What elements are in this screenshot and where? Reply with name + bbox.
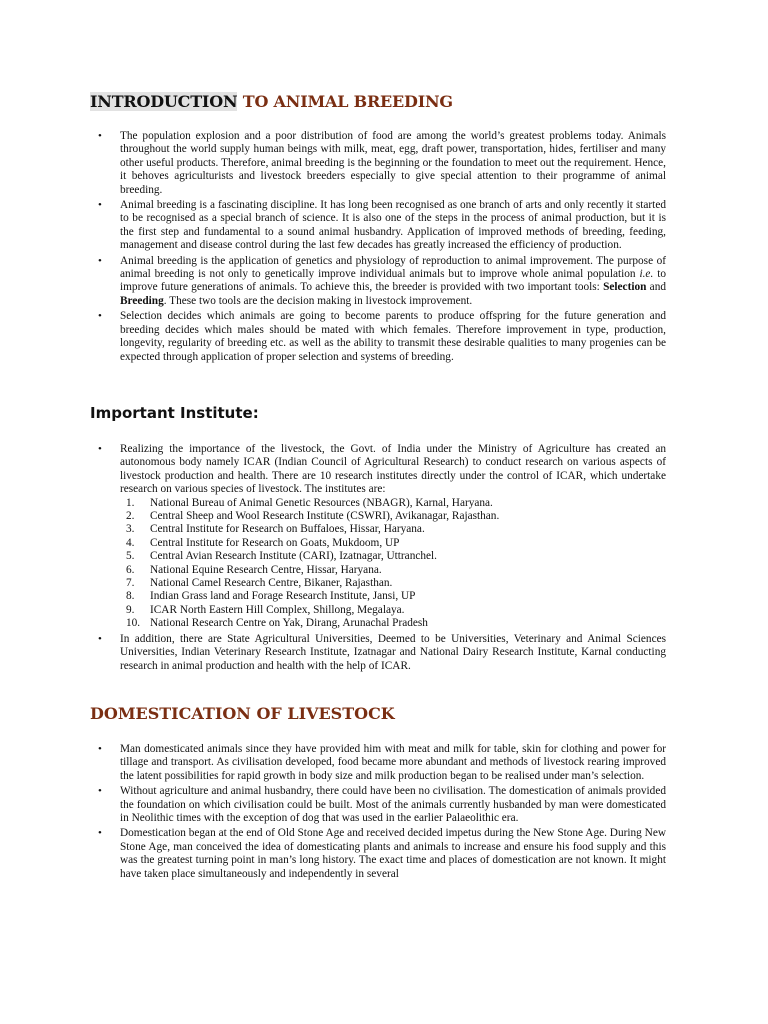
item-text: National Bureau of Animal Genetic Resources (NBAGR), Karnal, Haryana. — [150, 496, 493, 509]
bullet-text-bold: Breeding — [120, 294, 164, 307]
item-number: 9. — [126, 603, 135, 616]
bullet-text: Animal breeding is the application of genetics and physiology of reproduction to animal improvement. The purpose of animal breeding is not only to genetically improve individual animals but to improve whole animal population — [120, 254, 666, 281]
item-number: 1. — [126, 496, 135, 509]
domestication-bullet-list — [92, 743, 666, 883]
item-number: 5. — [126, 550, 135, 563]
institute-item — [120, 537, 666, 550]
institute-item — [120, 590, 666, 603]
intro-heading-accent: TO ANIMAL BREEDING — [237, 92, 453, 111]
list-item — [92, 255, 666, 309]
institute-bullet-list — [92, 443, 666, 675]
item-text: Indian Grass land and Forage Research Institute, Jansi, UP — [150, 590, 416, 603]
institute-item — [120, 497, 666, 510]
list-item: • Domestication began at the end of Old Stone Age and received decided impetus during the New Stone Age. During New Stone Age, man conceived the idea of domesticating plants and animals to increase and ensure his food supply and this was the greatest turning point in man’s long history. The exact time and places of domestication are not known. It might have taken place simultaneously and independently in several — [92, 827, 666, 881]
institute-item — [120, 617, 666, 630]
item-text: National Research Centre on Yak, Dirang, Arunachal Pradesh — [150, 617, 428, 630]
intro-heading — [90, 92, 453, 111]
item-text: Central Institute for Research on Goats, Mukdoom, UP — [150, 536, 400, 549]
item-text: Central Avian Research Institute (CARI), Izatnagar, Uttranchel. — [150, 550, 437, 563]
list-item: • Animal breeding is a fascinating discipline. It has long been recognised as one branch of arts and only recently it started to be recognised as a special branch of science. It is also one of the steps in the process of animal production, but it is the first step and fundamental to a sound animal husbandry. Application of improved methods of breeding, feeding, management and disease control during the last few decades has greatly increased the efficiency of production. — [92, 199, 666, 253]
item-text: ICAR North Eastern Hill Complex, Shillong, Megalaya. — [150, 603, 405, 616]
list-item: • The population explosion and a poor distribution of food are among the world’s greatest problems today. Animals throughout the world supply human beings with milk, meat, egg, draft power, transportation, hides, fertiliser and many other useful products. Therefore, animal breeding is the beginning or the foundation to meet out the requirement. Hence, it behoves agriculturists and livestock breeders especially to give special attention to their programme of animal breeding. — [92, 130, 666, 197]
item-text: National Camel Research Centre, Bikaner, Rajasthan. — [150, 577, 393, 590]
institute-intro-text: Realizing the importance of the livestock, the Govt. of India under the Ministry of Agriculture has created an autonomous body namely ICAR (Indian Council of Agricultural Research) to conduct research on various aspects of livestock production and health. There are 10 research institutes directly under the control of ICAR, which undertake research on various species of livestock. The institutes are: — [120, 443, 666, 496]
institute-numbered-list — [120, 497, 666, 631]
institute-heading: Important Institute: — [90, 404, 259, 422]
item-number: 4. — [126, 536, 135, 549]
item-number: 10. — [126, 617, 141, 630]
list-item: • Selection decides which animals are going to become parents to produce offspring for the future generation and breeding decides which males should be mated with which females. Therefore improvement in type, production, longevity, regularity of breeding etc. as well as the ability to transmit these desirable qualities to many progenies can be expected through application of proper selection and systems of breeding. — [92, 310, 666, 364]
bullet-text: and — [646, 281, 666, 294]
bullet-text-italic: i.e. — [639, 268, 654, 281]
intro-heading-highlight: INTRODUCTION — [90, 92, 238, 111]
item-number: 2. — [126, 510, 135, 523]
list-item — [92, 443, 666, 631]
bullet-text-bold: Selection — [603, 281, 647, 294]
item-text: National Equine Research Centre, Hissar, Haryana. — [150, 563, 382, 576]
institute-item — [120, 604, 666, 617]
bullet-text: to improve future generations of animals. To achieve this, the breeder is provided with two important tools: — [120, 268, 666, 294]
institute-item — [120, 550, 666, 563]
item-number: 8. — [126, 590, 135, 603]
item-number: 3. — [126, 523, 135, 536]
institute-item — [120, 564, 666, 577]
item-text: Central Sheep and Wool Research Institute (CSWRI), Avikanagar, Rajasthan. — [150, 510, 500, 523]
list-item: • Man domesticated animals since they have provided him with meat and milk for table, skin for clothing and power for tillage and transport. As civilisation developed, food became more abundant and methods of livestock rearing improved the latent possibilities for rapid growth in body size and milk production began to be realised under man’s selection. — [92, 743, 666, 783]
list-item: • Without agriculture and animal husbandry, there could have been no civilisation. The domestication of animals provided the foundation on which civilisation could be built. Most of the animals currently husbanded by man were domesticated in Neolithic times with the exception of dog that was used in the earlier Palaeolithic era. — [92, 785, 666, 825]
item-text: Central Institute for Research on Buffaloes, Hissar, Haryana. — [150, 523, 425, 536]
item-number: 6. — [126, 563, 135, 576]
institute-item — [120, 577, 666, 590]
intro-bullet-list — [92, 130, 666, 366]
domestication-heading: DOMESTICATION OF LIVESTOCK — [90, 704, 395, 723]
item-number: 7. — [126, 577, 135, 590]
list-item: • In addition, there are State Agricultural Universities, Deemed to be Universities, Veterinary and Animal Sciences Universities, Indian Veterinary Research Institute, Izatnagar and National Dairy Research Institute, Karnal conducting research in animal production and health with the help of ICAR. — [92, 633, 666, 673]
institute-item — [120, 510, 666, 523]
bullet-text: . These two tools are the decision making in livestock improvement. — [163, 294, 473, 307]
institute-item — [120, 523, 666, 536]
